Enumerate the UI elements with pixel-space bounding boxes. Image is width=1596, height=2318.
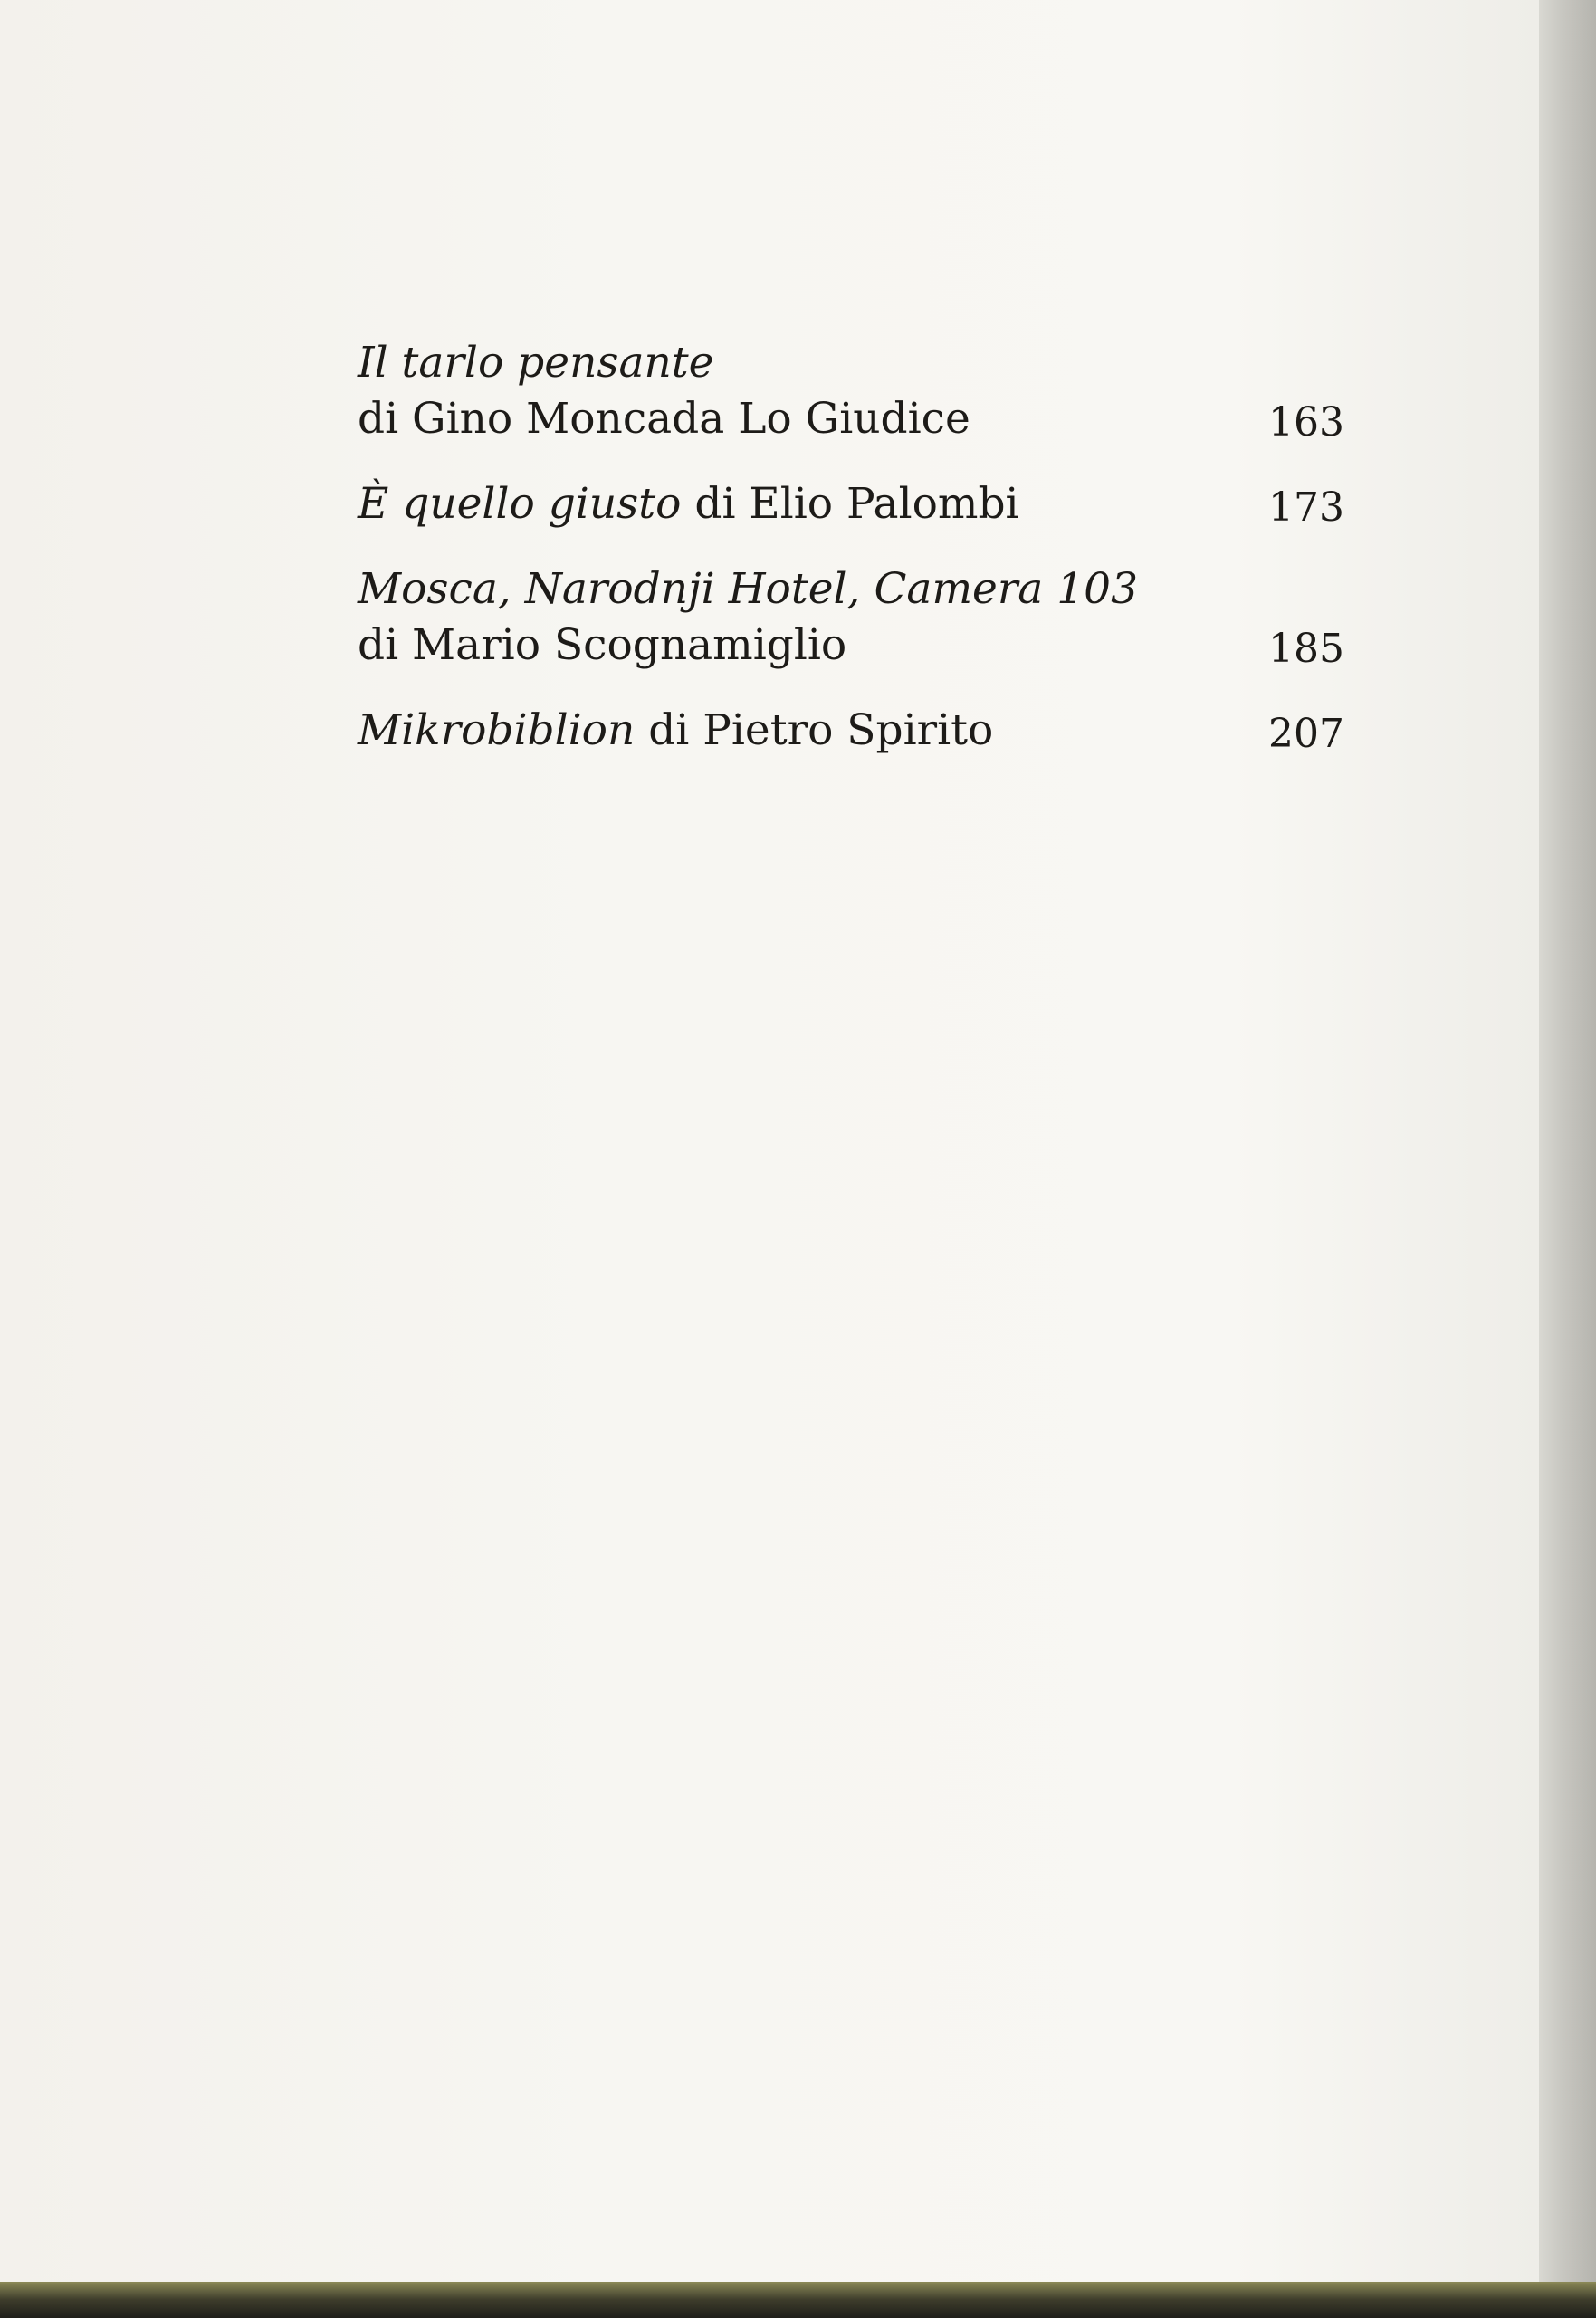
entry-page-number: 185 (1268, 626, 1344, 672)
entry-page-number: 163 (1268, 399, 1344, 445)
table-of-contents (358, 335, 1344, 788)
toc-entry (358, 703, 1344, 759)
entry-author: di Mario Scognamiglio (358, 620, 847, 670)
entry-author: di Pietro Spirito (648, 705, 994, 755)
toc-entry (358, 335, 1344, 447)
entry-page-number: 207 (1268, 711, 1344, 757)
entry-author: di Gino Moncada Lo Giudice (358, 394, 970, 444)
entry-title: Mikrobiblion (358, 705, 636, 755)
toc-entry (358, 561, 1344, 674)
entry-title: È quello giusto (358, 479, 682, 529)
toc-entry (358, 476, 1344, 532)
entry-title: Il tarlo pensante (358, 338, 714, 388)
book-cover-edge (0, 2282, 1596, 2318)
entry-title: Mosca, Narodnji Hotel, Camera 103 (358, 564, 1138, 614)
entry-author: di Elio Palombi (694, 479, 1019, 529)
page-edge (1539, 0, 1596, 2282)
entry-page-number: 173 (1268, 484, 1344, 531)
